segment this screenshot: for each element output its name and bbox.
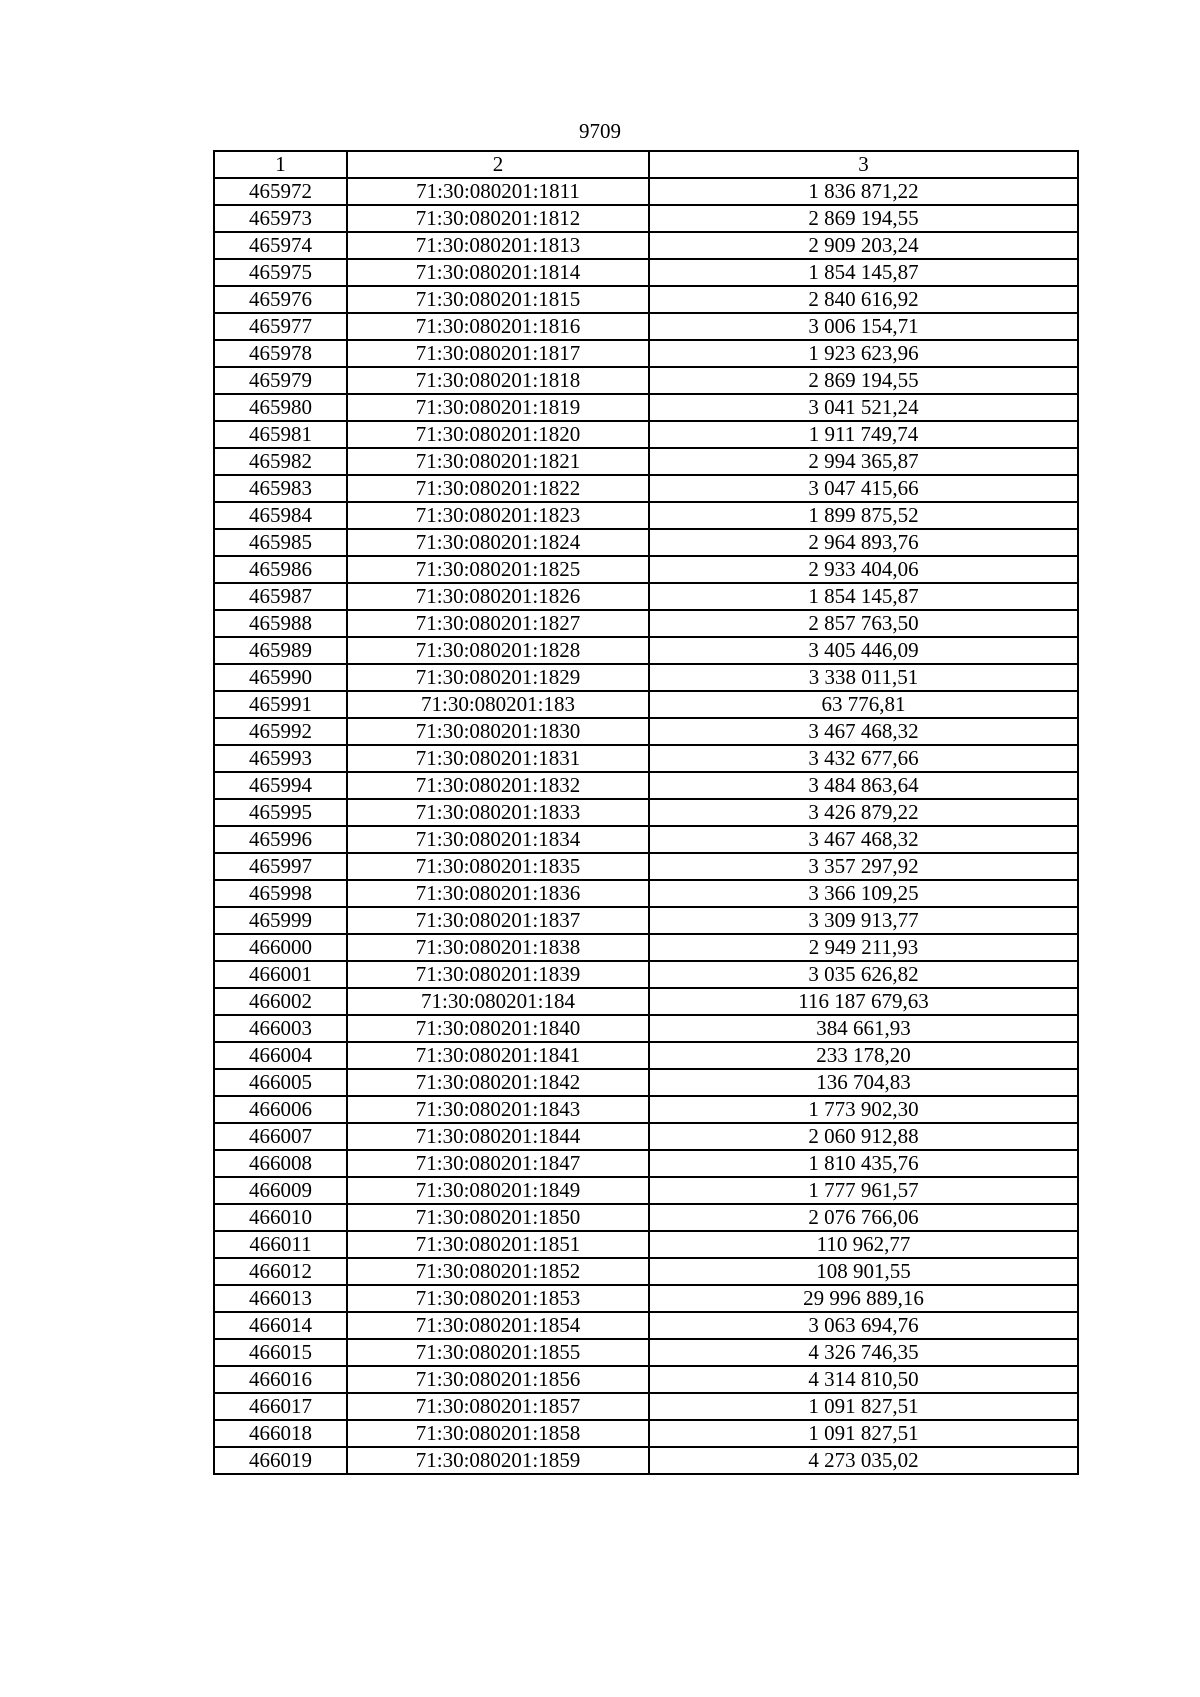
row-number-cell: 466006 xyxy=(214,1096,347,1123)
cadastral-number-cell: 71:30:080201:1813 xyxy=(347,232,649,259)
row-number-cell: 466005 xyxy=(214,1069,347,1096)
value-cell: 1 773 902,30 xyxy=(649,1096,1078,1123)
value-cell: 136 704,83 xyxy=(649,1069,1078,1096)
row-number-cell: 465988 xyxy=(214,610,347,637)
table-row xyxy=(214,340,1078,367)
table-row xyxy=(214,367,1078,394)
row-number-cell: 466018 xyxy=(214,1420,347,1447)
table-row xyxy=(214,502,1078,529)
value-cell: 3 405 446,09 xyxy=(649,637,1078,664)
row-number-cell: 466014 xyxy=(214,1312,347,1339)
table-row xyxy=(214,529,1078,556)
value-cell: 1 836 871,22 xyxy=(649,178,1078,205)
table-row xyxy=(214,961,1078,988)
cadastral-number-cell: 71:30:080201:183 xyxy=(347,691,649,718)
cadastral-number-cell: 71:30:080201:1842 xyxy=(347,1069,649,1096)
table-header-row xyxy=(214,151,1078,178)
cadastral-number-cell: 71:30:080201:1859 xyxy=(347,1447,649,1474)
cadastral-number-cell: 71:30:080201:1825 xyxy=(347,556,649,583)
row-number-cell: 465979 xyxy=(214,367,347,394)
cadastral-number-cell: 71:30:080201:1856 xyxy=(347,1366,649,1393)
table-row xyxy=(214,1393,1078,1420)
value-cell: 3 484 863,64 xyxy=(649,772,1078,799)
value-cell: 116 187 679,63 xyxy=(649,988,1078,1015)
table-row xyxy=(214,691,1078,718)
cadastral-number-cell: 71:30:080201:1830 xyxy=(347,718,649,745)
value-cell: 2 076 766,06 xyxy=(649,1204,1078,1231)
table-row xyxy=(214,1096,1078,1123)
row-number-cell: 465990 xyxy=(214,664,347,691)
table-row xyxy=(214,826,1078,853)
row-number-cell: 466001 xyxy=(214,961,347,988)
value-cell: 1 091 827,51 xyxy=(649,1393,1078,1420)
row-number-cell: 465980 xyxy=(214,394,347,421)
value-cell: 3 357 297,92 xyxy=(649,853,1078,880)
value-cell: 3 063 694,76 xyxy=(649,1312,1078,1339)
column-header-1: 1 xyxy=(214,151,347,178)
row-number-cell: 466011 xyxy=(214,1231,347,1258)
table-row xyxy=(214,1420,1078,1447)
table-row xyxy=(214,1285,1078,1312)
cadastral-number-cell: 71:30:080201:1841 xyxy=(347,1042,649,1069)
page-number: 9709 xyxy=(579,119,621,143)
cadastral-number-cell: 71:30:080201:1812 xyxy=(347,205,649,232)
cadastral-number-cell: 71:30:080201:1822 xyxy=(347,475,649,502)
cadastral-number-cell: 71:30:080201:1814 xyxy=(347,259,649,286)
row-number-cell: 465974 xyxy=(214,232,347,259)
value-cell: 3 035 626,82 xyxy=(649,961,1078,988)
value-cell: 3 338 011,51 xyxy=(649,664,1078,691)
row-number-cell: 465995 xyxy=(214,799,347,826)
value-cell: 2 857 763,50 xyxy=(649,610,1078,637)
table-row xyxy=(214,637,1078,664)
value-cell: 3 041 521,24 xyxy=(649,394,1078,421)
table-row xyxy=(214,907,1078,934)
cadastral-number-cell: 71:30:080201:1847 xyxy=(347,1150,649,1177)
cadastral-number-cell: 71:30:080201:1831 xyxy=(347,745,649,772)
cadastral-number-cell: 71:30:080201:1835 xyxy=(347,853,649,880)
row-number-cell: 466003 xyxy=(214,1015,347,1042)
table-row xyxy=(214,394,1078,421)
table-row xyxy=(214,1069,1078,1096)
value-cell: 384 661,93 xyxy=(649,1015,1078,1042)
cadastral-number-cell: 71:30:080201:1820 xyxy=(347,421,649,448)
table-row xyxy=(214,610,1078,637)
value-cell: 3 467 468,32 xyxy=(649,826,1078,853)
value-cell: 29 996 889,16 xyxy=(649,1285,1078,1312)
value-cell: 3 047 415,66 xyxy=(649,475,1078,502)
row-number-cell: 465999 xyxy=(214,907,347,934)
value-cell: 3 006 154,71 xyxy=(649,313,1078,340)
value-cell: 3 426 879,22 xyxy=(649,799,1078,826)
cadastral-number-cell: 71:30:080201:1824 xyxy=(347,529,649,556)
value-cell: 2 060 912,88 xyxy=(649,1123,1078,1150)
value-cell: 1 899 875,52 xyxy=(649,502,1078,529)
cadastral-number-cell: 71:30:080201:1827 xyxy=(347,610,649,637)
row-number-cell: 465972 xyxy=(214,178,347,205)
row-number-cell: 465976 xyxy=(214,286,347,313)
row-number-cell: 465989 xyxy=(214,637,347,664)
cadastral-number-cell: 71:30:080201:1828 xyxy=(347,637,649,664)
table-row xyxy=(214,178,1078,205)
row-number-cell: 465973 xyxy=(214,205,347,232)
row-number-cell: 466002 xyxy=(214,988,347,1015)
table-row xyxy=(214,1366,1078,1393)
row-number-cell: 466013 xyxy=(214,1285,347,1312)
value-cell: 2 869 194,55 xyxy=(649,205,1078,232)
cadastral-number-cell: 71:30:080201:1854 xyxy=(347,1312,649,1339)
table-row xyxy=(214,1123,1078,1150)
row-number-cell: 466009 xyxy=(214,1177,347,1204)
row-number-cell: 465992 xyxy=(214,718,347,745)
cadastral-number-cell: 71:30:080201:1850 xyxy=(347,1204,649,1231)
cadastral-number-cell: 71:30:080201:1816 xyxy=(347,313,649,340)
cadastral-number-cell: 71:30:080201:1818 xyxy=(347,367,649,394)
row-number-cell: 466019 xyxy=(214,1447,347,1474)
table-row xyxy=(214,799,1078,826)
cadastral-number-cell: 71:30:080201:1839 xyxy=(347,961,649,988)
row-number-cell: 465994 xyxy=(214,772,347,799)
cadastral-number-cell: 71:30:080201:1833 xyxy=(347,799,649,826)
table-row xyxy=(214,1231,1078,1258)
table-row xyxy=(214,583,1078,610)
value-cell: 2 909 203,24 xyxy=(649,232,1078,259)
cadastral-number-cell: 71:30:080201:1840 xyxy=(347,1015,649,1042)
value-cell: 4 326 746,35 xyxy=(649,1339,1078,1366)
row-number-cell: 465998 xyxy=(214,880,347,907)
row-number-cell: 465975 xyxy=(214,259,347,286)
table-row xyxy=(214,448,1078,475)
table-row xyxy=(214,1042,1078,1069)
value-cell: 2 949 211,93 xyxy=(649,934,1078,961)
cadastral-number-cell: 71:30:080201:1821 xyxy=(347,448,649,475)
table-row xyxy=(214,1447,1078,1474)
row-number-cell: 466004 xyxy=(214,1042,347,1069)
table-row xyxy=(214,880,1078,907)
row-number-cell: 465987 xyxy=(214,583,347,610)
row-number-cell: 465986 xyxy=(214,556,347,583)
value-cell: 1 923 623,96 xyxy=(649,340,1078,367)
table-row xyxy=(214,853,1078,880)
row-number-cell: 465991 xyxy=(214,691,347,718)
cadastral-number-cell: 71:30:080201:1843 xyxy=(347,1096,649,1123)
row-number-cell: 466000 xyxy=(214,934,347,961)
value-cell: 63 776,81 xyxy=(649,691,1078,718)
table-row xyxy=(214,1150,1078,1177)
value-cell: 2 840 616,92 xyxy=(649,286,1078,313)
table-body xyxy=(214,178,1078,1474)
cadastral-number-cell: 71:30:080201:1836 xyxy=(347,880,649,907)
cadastral-number-cell: 71:30:080201:1817 xyxy=(347,340,649,367)
table-row xyxy=(214,1015,1078,1042)
table-row xyxy=(214,475,1078,502)
table-row xyxy=(214,664,1078,691)
row-number-cell: 466008 xyxy=(214,1150,347,1177)
value-cell: 3 432 677,66 xyxy=(649,745,1078,772)
cadastral-number-cell: 71:30:080201:1849 xyxy=(347,1177,649,1204)
value-cell: 2 964 893,76 xyxy=(649,529,1078,556)
row-number-cell: 466012 xyxy=(214,1258,347,1285)
value-cell: 1 911 749,74 xyxy=(649,421,1078,448)
cadastral-number-cell: 71:30:080201:1832 xyxy=(347,772,649,799)
table-row xyxy=(214,718,1078,745)
row-number-cell: 465977 xyxy=(214,313,347,340)
row-number-cell: 465983 xyxy=(214,475,347,502)
row-number-cell: 466015 xyxy=(214,1339,347,1366)
value-cell: 1 854 145,87 xyxy=(649,583,1078,610)
cadastral-number-cell: 71:30:080201:1829 xyxy=(347,664,649,691)
row-number-cell: 465997 xyxy=(214,853,347,880)
cadastral-number-cell: 71:30:080201:1855 xyxy=(347,1339,649,1366)
value-cell: 1 854 145,87 xyxy=(649,259,1078,286)
table-row xyxy=(214,745,1078,772)
value-cell: 1 091 827,51 xyxy=(649,1420,1078,1447)
value-cell: 108 901,55 xyxy=(649,1258,1078,1285)
table-row xyxy=(214,772,1078,799)
row-number-cell: 465985 xyxy=(214,529,347,556)
value-cell: 2 933 404,06 xyxy=(649,556,1078,583)
row-number-cell: 465978 xyxy=(214,340,347,367)
cadastral-number-cell: 71:30:080201:1837 xyxy=(347,907,649,934)
table-row xyxy=(214,988,1078,1015)
value-cell: 233 178,20 xyxy=(649,1042,1078,1069)
row-number-cell: 466010 xyxy=(214,1204,347,1231)
value-cell: 3 467 468,32 xyxy=(649,718,1078,745)
table-row xyxy=(214,286,1078,313)
cadastral-number-cell: 71:30:080201:1853 xyxy=(347,1285,649,1312)
value-cell: 4 314 810,50 xyxy=(649,1366,1078,1393)
table-row xyxy=(214,421,1078,448)
value-cell: 1 777 961,57 xyxy=(649,1177,1078,1204)
cadastral-number-cell: 71:30:080201:1838 xyxy=(347,934,649,961)
table-row xyxy=(214,1177,1078,1204)
table-row xyxy=(214,1204,1078,1231)
value-cell: 3 309 913,77 xyxy=(649,907,1078,934)
cadastral-number-cell: 71:30:080201:1851 xyxy=(347,1231,649,1258)
table-row xyxy=(214,934,1078,961)
value-cell: 4 273 035,02 xyxy=(649,1447,1078,1474)
cadastral-number-cell: 71:30:080201:1826 xyxy=(347,583,649,610)
table-row xyxy=(214,232,1078,259)
row-number-cell: 465993 xyxy=(214,745,347,772)
row-number-cell: 465982 xyxy=(214,448,347,475)
row-number-cell: 466007 xyxy=(214,1123,347,1150)
value-cell: 110 962,77 xyxy=(649,1231,1078,1258)
table-row xyxy=(214,259,1078,286)
table-row xyxy=(214,1258,1078,1285)
table-row xyxy=(214,205,1078,232)
row-number-cell: 466017 xyxy=(214,1393,347,1420)
table-row xyxy=(214,1312,1078,1339)
data-table xyxy=(213,150,1079,1475)
table-row xyxy=(214,556,1078,583)
cadastral-number-cell: 71:30:080201:1823 xyxy=(347,502,649,529)
table-row xyxy=(214,1339,1078,1366)
cadastral-number-cell: 71:30:080201:1852 xyxy=(347,1258,649,1285)
column-header-3: 3 xyxy=(649,151,1078,178)
cadastral-number-cell: 71:30:080201:1858 xyxy=(347,1420,649,1447)
value-cell: 1 810 435,76 xyxy=(649,1150,1078,1177)
row-number-cell: 466016 xyxy=(214,1366,347,1393)
table-row xyxy=(214,313,1078,340)
row-number-cell: 465996 xyxy=(214,826,347,853)
cadastral-number-cell: 71:30:080201:1819 xyxy=(347,394,649,421)
cadastral-number-cell: 71:30:080201:184 xyxy=(347,988,649,1015)
value-cell: 2 994 365,87 xyxy=(649,448,1078,475)
cadastral-number-cell: 71:30:080201:1857 xyxy=(347,1393,649,1420)
row-number-cell: 465984 xyxy=(214,502,347,529)
cadastral-number-cell: 71:30:080201:1815 xyxy=(347,286,649,313)
cadastral-number-cell: 71:30:080201:1844 xyxy=(347,1123,649,1150)
column-header-2: 2 xyxy=(347,151,649,178)
value-cell: 3 366 109,25 xyxy=(649,880,1078,907)
cadastral-number-cell: 71:30:080201:1834 xyxy=(347,826,649,853)
row-number-cell: 465981 xyxy=(214,421,347,448)
cadastral-number-cell: 71:30:080201:1811 xyxy=(347,178,649,205)
value-cell: 2 869 194,55 xyxy=(649,367,1078,394)
